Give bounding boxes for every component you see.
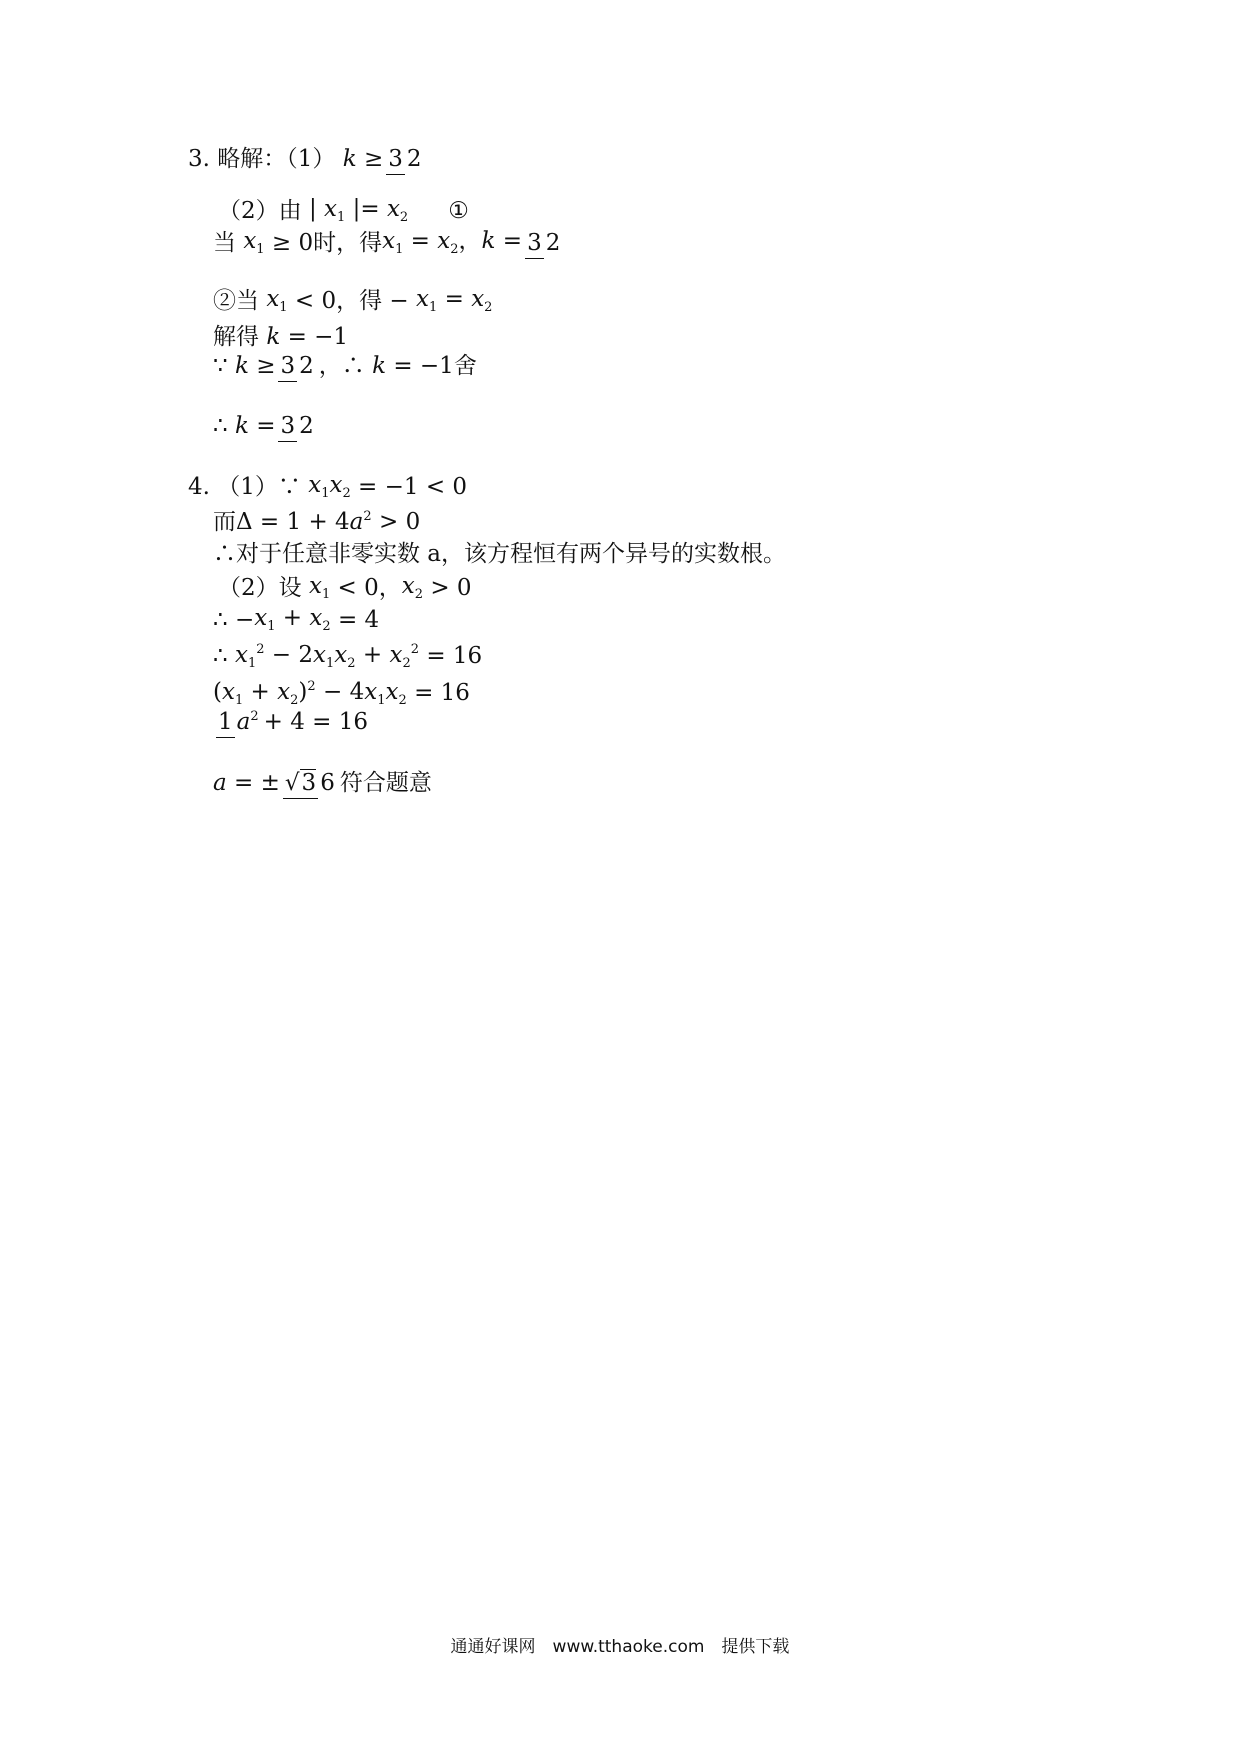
math-x1-eq-x2-k: $x_1 = x_2$，k = <box>382 228 523 257</box>
fraction-1-a2: 1 $a^2$ <box>216 710 261 734</box>
math-x2: $x_2$ <box>401 573 424 602</box>
fraction-3-2: 3 2 <box>278 415 315 438</box>
solution-4-line-2 <box>213 510 420 534</box>
math-k-eq: k = <box>234 413 276 439</box>
fraction-3-2: 3 2 <box>525 232 562 255</box>
solution-3-line-3 <box>213 230 565 256</box>
page-footer: 通通好课网 www.tthaoke.com 提供下载 <box>450 1637 790 1657</box>
text-lt0: < 0，得 − <box>294 287 409 314</box>
text-eq16: = 16 <box>426 643 483 669</box>
solution-4-line-6 <box>213 643 482 670</box>
math-k-ge: k ≥ <box>342 146 384 172</box>
fraction-sqrt3-6: √3 6 <box>283 772 337 795</box>
solution-3-line-2 <box>218 198 469 224</box>
solution-4-line-7 <box>213 680 470 707</box>
math-expansion: $x_1^2 - 2x_1x_2 + x_2^2$ <box>234 642 420 671</box>
solution-4-line-4 <box>218 575 472 601</box>
fraction-3-2: 3 2 <box>278 355 315 378</box>
fraction-3-2: 3 2 <box>386 148 423 171</box>
text-satisfies: 符合题意 <box>339 770 432 796</box>
text-lt0: < 0， <box>337 574 402 601</box>
math-x1-plus-x2: $x_1 + x_2$ <box>254 605 331 634</box>
text-gt0: > 0 <box>430 574 472 601</box>
symbol-therefore: ∴ <box>213 413 228 439</box>
math-a-eq-pm: a = ± <box>213 770 280 796</box>
text-gt0: > 0 <box>378 508 421 535</box>
text-plus4-eq16: + 4 = 16 <box>263 708 369 735</box>
solution-3-line-6 <box>213 355 477 378</box>
solution-3-line-4 <box>213 288 492 314</box>
solution-4-line-9 <box>213 772 432 795</box>
math-abs-x1-eq-x2: | $x_1$ |= $x_2$ <box>301 196 409 225</box>
math-k: k <box>372 353 387 379</box>
math-k: k <box>266 324 281 350</box>
text-part-2: （2）由 <box>218 197 302 224</box>
math-a-squared: $a^2$ <box>349 509 372 535</box>
text-eq16: = 16 <box>414 680 470 706</box>
math-sum-squared: $(x_1 + x_2)^2 - 4x_1x_2$ <box>213 679 407 708</box>
text-reject: = −1舍 <box>393 353 477 379</box>
math-x1: $x_1$ <box>243 228 265 257</box>
solution-4-line-1 <box>188 474 467 500</box>
text-ge0: ≥ 0时，得 <box>271 229 383 256</box>
text-delta: 而Δ = 1 + 4 <box>213 508 350 535</box>
text-case-2: ②当 <box>213 287 259 314</box>
solution-3-line-7 <box>213 415 319 438</box>
symbol-therefore: ∴ − <box>213 606 255 633</box>
math-x1-eq-x2: $x_1 = x_2$ <box>416 286 493 315</box>
solution-4-line-8 <box>213 710 368 734</box>
symbol-because: ∵ <box>213 353 228 379</box>
solution-4-line-5 <box>213 607 379 633</box>
text-k-value: = −1 <box>287 324 349 350</box>
text-solve: 解得 <box>213 324 259 350</box>
solution-4-line-3 <box>213 543 786 566</box>
circled-one: ① <box>448 197 469 224</box>
text-eq4: = 4 <box>337 606 380 633</box>
text-product-neg: = −1 < 0 <box>358 473 468 500</box>
math-x1: $x_1$ <box>308 573 331 602</box>
math-x1x2: $x_1x_2$ <box>308 472 351 501</box>
math-k-ge: k ≥ <box>234 353 276 379</box>
solution-3-line-1 <box>188 148 427 171</box>
solution-3-label: 3. 略解：（1） <box>188 146 336 172</box>
text-part-2-let: （2）设 <box>218 574 302 601</box>
symbol-therefore: ∴ <box>213 643 228 669</box>
solution-3-line-5 <box>213 326 348 349</box>
symbol-therefore: ，∴ <box>318 353 365 379</box>
solution-4-label: 4. （1）∵ <box>188 473 301 500</box>
math-x1: $x_1$ <box>266 286 288 315</box>
text-conclusion: ∴对于任意非零实数 a，该方程恒有两个异号的实数根。 <box>213 541 787 567</box>
text-when: 当 <box>213 229 236 256</box>
